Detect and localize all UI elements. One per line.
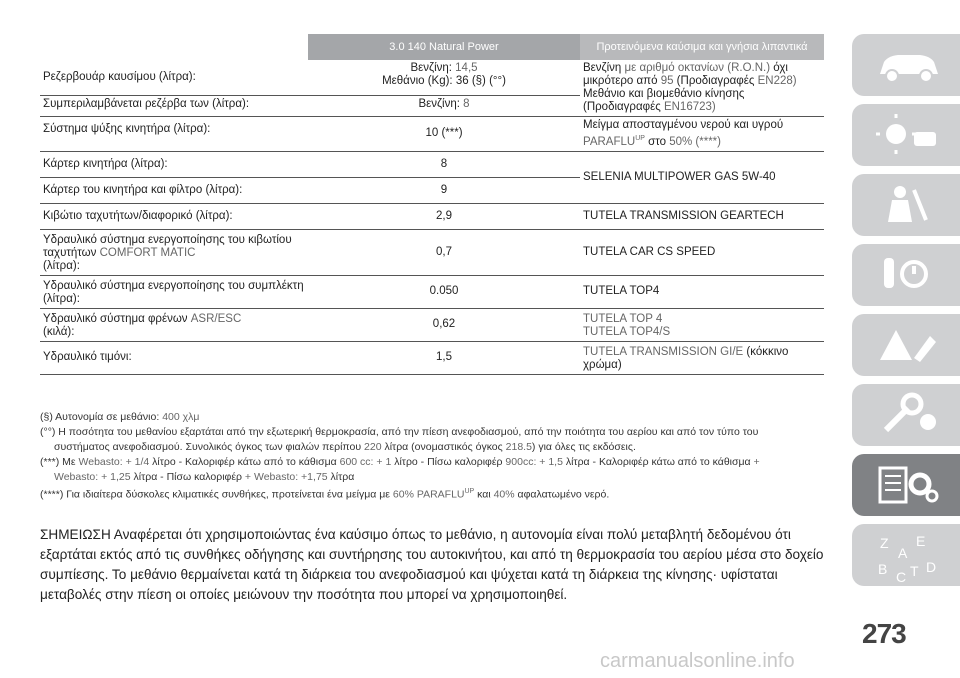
footnote-4: (****) Για ιδιαίτερα δύσκολες κλιματικές συνθήκες, προτείνεται ένα μείγμα με 60% $PARAFLU^{UP}$ και 40% αφαλατωμένο νερό. bbox=[40, 488, 610, 501]
table-row bbox=[40, 117, 824, 152]
svg-text:Z: Z bbox=[880, 535, 889, 551]
tab-dashboard[interactable] bbox=[852, 104, 960, 166]
row-spec: SELENIA MULTIPOWER GAS 5W-40 bbox=[580, 151, 824, 203]
page-number: 273 bbox=[862, 618, 906, 649]
tab-index[interactable] bbox=[852, 524, 960, 586]
header-engine: 3.0 140 Natural Power bbox=[308, 34, 580, 60]
table-row bbox=[40, 203, 824, 229]
row-value: 8 bbox=[308, 151, 580, 177]
row-label: Κάρτερ κινητήρα (λίτρα): bbox=[40, 151, 308, 177]
wrench-icon bbox=[874, 392, 944, 438]
tab-technical-data[interactable] bbox=[852, 454, 960, 516]
row-spec: TUTELA TRANSMISSION GI/E (κόκκινο χρώμα) bbox=[580, 341, 824, 374]
table-row bbox=[40, 308, 824, 341]
seat-person-icon bbox=[874, 182, 944, 228]
note-lead: ΣΗΜΕΙΩΣΗ bbox=[40, 527, 111, 542]
fluids-table bbox=[40, 34, 824, 375]
row-spec: Βενζίνη με αριθμό οκτανίων (R.O.N.) όχι μικρότερο από 95 (Προδιαγραφές EN228) Μεθάνιο και βιομεθάνιο κίνησης (Προδιαγραφές EN16723) bbox=[580, 60, 824, 117]
note-text: Αναφέρεται ότι χρησιμοποιώντας ένα καύσιμο όπως το μεθάνιο, η αυτονομία είναι πολύ μεταβλητή δεδομένου ότι εξαρτάται εκτός από τις συνθήκες οδήγησης και συντήρησης του αυτοκινήτου, και από τη θερμοκρασία του αερίου μέσα στο δοχείο συμπίεσης. Το μεθάνιο θερμαίνεται κατά τη διάρκεια του ανεφοδιασμού και ψύχεται κατά τη διάρκεια της κίνησης· υφίσταται μεταβολές στην πίεση οι οποίες μειώνουν την ποσότητα που μπορεί να χρησιμοποιηθεί. bbox=[40, 527, 824, 602]
row-label: Συμπεριλαμβάνεται ρεζέρβα των (λίτρα): bbox=[40, 96, 308, 117]
car-icon bbox=[874, 42, 944, 88]
table-row bbox=[40, 341, 824, 374]
chapter-sidebar bbox=[852, 34, 960, 594]
dashboard-lights-icon bbox=[874, 112, 944, 158]
row-value: 10 (***) bbox=[308, 117, 580, 152]
row-spec: TUTELA TOP 4 TUTELA TOP4/S bbox=[580, 308, 824, 341]
key-ignition-icon bbox=[874, 252, 944, 298]
row-value: 2,9 bbox=[308, 203, 580, 229]
row-label: Υδραυλικό τιμόνι: bbox=[40, 341, 308, 374]
tab-starting[interactable] bbox=[852, 244, 960, 306]
row-label: Σύστημα ψύξης κινητήρα (λίτρα): bbox=[40, 117, 308, 152]
table-row bbox=[40, 60, 824, 96]
row-spec: TUTELA CAR CS SPEED bbox=[580, 229, 824, 275]
footnotes bbox=[40, 410, 824, 503]
tab-car-overview[interactable] bbox=[852, 34, 960, 96]
svg-text:E: E bbox=[916, 533, 926, 549]
row-value: Βενζίνη: 8 bbox=[308, 96, 580, 117]
warning-triangle-icon bbox=[874, 322, 944, 368]
footnote-3-cont: Webasto: + 1,25 λίτρα - Πίσω καλοριφέρ + Webasto: +1,75 λίτρα bbox=[54, 471, 355, 483]
tab-safety[interactable] bbox=[852, 174, 960, 236]
row-label: Κιβώτιο ταχυτήτων/διαφορικό (λίτρα): bbox=[40, 203, 308, 229]
footnote-3: (***) Με Webasto: + 1/4 λίτρο - Καλοριφέρ κάτω από το κάθισμα 600 cc: + 1 λίτρο - Πίσω καλοριφέρ 900cc: + 1,5 λίτρα - Καλοριφέρ κάτω από το κάθισμα + bbox=[40, 456, 760, 468]
watermark: carmanualsonline.info bbox=[600, 650, 795, 672]
row-value: 9 bbox=[308, 177, 580, 203]
spec-gears-icon bbox=[874, 462, 944, 508]
note-paragraph bbox=[40, 525, 830, 605]
row-spec: TUTELA TOP4 bbox=[580, 275, 824, 308]
row-spec: Μείγμα αποσταγμένου νερού και υγρού $PARAFLU^{UP}$ στο 50% (****) bbox=[580, 117, 824, 152]
row-label: Κάρτερ του κινητήρα και φίλτρο (λίτρα): bbox=[40, 177, 308, 203]
footnote-2: (°°) Η ποσότητα του μεθανίου εξαρτάται από την εξωτερική θερμοκρασία, από την πίεση ανεφοδιασμού, από την ποιότητα του αερίου και από τον τύπο του bbox=[40, 426, 759, 438]
svg-text:A: A bbox=[898, 545, 908, 561]
row-label: Υδραυλικό σύστημα φρένων ASR/ESC (κιλά): bbox=[40, 308, 308, 341]
footnote-2-cont: συστήματος ανεφοδιασμού. Συνολικός όγκος των φιαλών περίπου 220 λίτρα (ονομαστικός όγκος 218.5) για όλες τις εκδόσεις. bbox=[54, 441, 636, 453]
svg-text:D: D bbox=[926, 559, 937, 575]
tab-emergency[interactable] bbox=[852, 314, 960, 376]
row-value: 0,7 bbox=[308, 229, 580, 275]
table-row bbox=[40, 151, 824, 177]
svg-text:B: B bbox=[878, 561, 888, 577]
row-label: Υδραυλικό σύστημα ενεργοποίησης του κιβωτίου ταχυτήτων COMFORT MATIC (λίτρα): bbox=[40, 229, 308, 275]
header-empty bbox=[40, 34, 308, 60]
row-value: 0.050 bbox=[308, 275, 580, 308]
table-row bbox=[40, 275, 824, 308]
row-value: 1,5 bbox=[308, 341, 580, 374]
tab-maintenance[interactable] bbox=[852, 384, 960, 446]
index-letters-icon bbox=[874, 532, 954, 586]
row-label: Ρεζερβουάρ καυσίμου (λίτρα): bbox=[40, 60, 308, 96]
svg-text:T: T bbox=[910, 563, 919, 579]
table-row bbox=[40, 229, 824, 275]
header-recommended: Προτεινόμενα καύσιμα και γνήσια λιπαντικά bbox=[580, 34, 824, 60]
svg-text:C: C bbox=[896, 569, 907, 585]
row-spec: TUTELA TRANSMISSION GEARTECH bbox=[580, 203, 824, 229]
spec-table-wrapper bbox=[40, 34, 824, 375]
row-value: Βενζίνη: 14,5 Μεθάνιο (Kg): 36 (§) (°°) bbox=[308, 60, 580, 96]
row-label: Υδραυλικό σύστημα ενεργοποίησης του συμπλέκτη (λίτρα): bbox=[40, 275, 308, 308]
row-value: 0,62 bbox=[308, 308, 580, 341]
table-header bbox=[40, 34, 824, 60]
footnote-1: (§) Αυτονομία σε μεθάνιο: 400 χλμ bbox=[40, 411, 200, 423]
